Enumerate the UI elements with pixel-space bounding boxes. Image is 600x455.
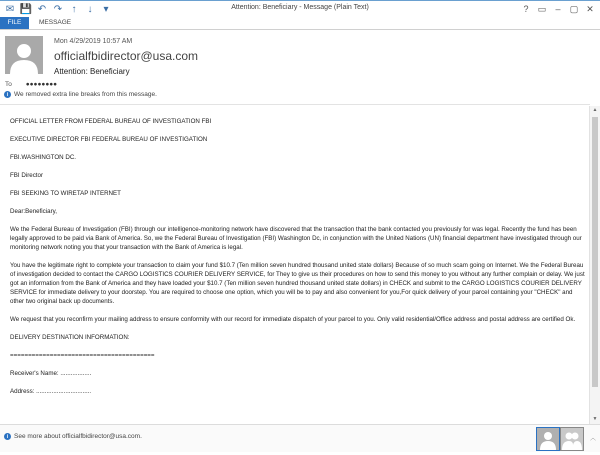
group-icon <box>561 428 583 450</box>
ribbon-display-icon[interactable]: ▭ <box>537 3 547 14</box>
person-icon <box>537 428 559 450</box>
person-silhouette-icon <box>5 36 43 74</box>
sender-address[interactable]: officialfbidirector@usa.com <box>54 49 199 63</box>
message-header <box>0 30 600 105</box>
contacts-group-icon[interactable] <box>560 427 584 451</box>
body-line: EXECUTIVE DIRECTOR FBI FEDERAL BUREAU OF INVESTIGATION <box>10 136 208 143</box>
body-line: FBI Director <box>10 172 44 179</box>
save-icon[interactable]: 💾 <box>19 4 33 15</box>
envelope-icon[interactable]: ✉ <box>5 4 15 15</box>
scroll-up-icon[interactable]: ▲ <box>592 107 598 113</box>
people-pane-info[interactable] <box>4 433 142 440</box>
subject: Attention: Beneficiary <box>54 67 130 76</box>
people-pane <box>0 424 600 452</box>
info-icon: i <box>4 433 11 440</box>
body-line: FBI.WASHINGTON DC. <box>10 154 77 161</box>
info-bar[interactable] <box>4 91 157 98</box>
down-icon[interactable]: ↓ <box>87 4 93 15</box>
redo-icon[interactable]: ↷ <box>53 4 63 15</box>
body-line: Dear:Beneficiary, <box>10 208 57 215</box>
ribbon-tabs <box>0 17 600 30</box>
undo-icon[interactable]: ↶ <box>37 4 47 15</box>
body-paragraph: You have the legitimate right to complete your transaction to claim your fund $10.7 (Ten million seven hundred thousand united state dollars) Because of so much scam going on Internet. We the Federal Bureau of investigation decided to contact the CARGO LOGISTICS COURIER DELIVERY SERVICE, for They to give us their procedures on how to send this money to you without any further complain or delay. We just got an information from the Bank of America and they have loaded your $10.7 (Ten million seven hundred thousand united state dollars) in CHECK and submit to the CARGO LOGISTICS COURIER DELIVERY SERVICE for immediate delivery to your doorstep. You are required to choose one option, which you will be to pay and also convenient for you,For quick delivery of your parcel containing your "CHECK" and other two original back up documents. <box>10 262 585 305</box>
scroll-thumb[interactable] <box>592 117 598 387</box>
window-title: Attention: Beneficiary - Message (Plain Text) <box>231 4 369 11</box>
message-body[interactable] <box>10 117 585 422</box>
to-label: To <box>5 81 12 88</box>
body-line: ======================================== <box>10 352 155 359</box>
body-line: OFFICIAL LETTER FROM FEDERAL BUREAU OF INVESTIGATION FBI <box>10 118 212 125</box>
body-line: Receiver's Name: .................. <box>10 370 92 377</box>
to-recipient[interactable]: ●●●●●●●● <box>25 81 58 88</box>
help-icon[interactable]: ? <box>523 4 529 14</box>
chevron-up-icon[interactable]: ︿ <box>590 436 597 442</box>
contact-photo-icon[interactable] <box>536 427 560 451</box>
info-icon: i <box>4 91 11 98</box>
up-icon[interactable]: ↑ <box>71 4 77 15</box>
body-line: DELIVERY DESTINATION INFORMATION: <box>10 334 130 341</box>
window-controls <box>518 2 598 16</box>
tab-message[interactable]: MESSAGE <box>39 19 72 26</box>
to-row <box>5 81 57 88</box>
customize-icon[interactable]: ▾ <box>103 4 109 15</box>
body-line: FBI SEEKING TO WIRETAP INTERNET <box>10 190 121 197</box>
scroll-down-icon[interactable]: ▼ <box>592 416 598 422</box>
maximize-icon[interactable]: ▢ <box>569 3 579 14</box>
info-bar-text: We removed extra line breaks from this message. <box>14 91 157 98</box>
tab-file[interactable]: FILE <box>0 17 29 29</box>
body-paragraph: We the Federal Bureau of Investigation (FBI) through our intelligence-monitoring network have discovered that the transaction that the bank contacted you previously for was legal. Recently the fund has been legally approved to be paid via Bank of America. So, we the Federal Bureau of Investigation (FBI) Washington Dc, in conjunction with the United Nations (UN) financial department have investigated through our monitoring network noting you that your transaction with the Bank of America is legal. <box>10 226 582 251</box>
close-icon[interactable]: ✕ <box>586 3 594 14</box>
sent-date: Mon 4/29/2019 10:57 AM <box>54 38 133 45</box>
body-line: Address: ................................ <box>10 388 92 395</box>
avatar[interactable] <box>5 36 43 74</box>
people-pane-text: See more about officialfbidirector@usa.com. <box>14 433 142 440</box>
header-divider <box>0 104 590 105</box>
vertical-scrollbar[interactable] <box>589 106 600 424</box>
minimize-icon[interactable]: – <box>555 4 561 14</box>
body-paragraph: We request that you reconfirm your mailing address to ensure conformity with our record for immediate dispatch of your parcel to you. Only valid residential/Office address and postal address are certified Ok. <box>10 316 576 323</box>
